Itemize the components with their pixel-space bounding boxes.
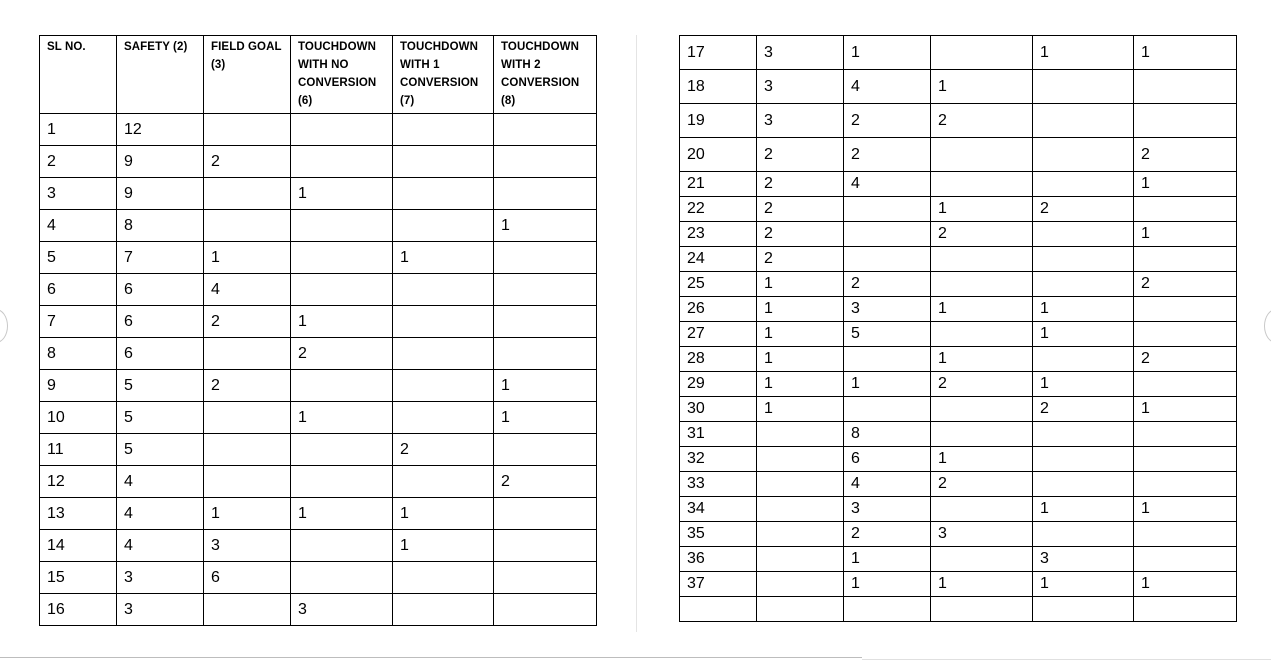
- table-row: [40, 466, 597, 498]
- table-cell: 35: [680, 522, 757, 547]
- table-cell: 1: [494, 402, 597, 434]
- next-page-button[interactable]: [1264, 309, 1271, 343]
- table-cell: 26: [680, 297, 757, 322]
- table-row: [680, 547, 1237, 572]
- table-cell: 6: [844, 447, 931, 472]
- table-cell: [1033, 104, 1134, 138]
- table-cell: 20: [680, 138, 757, 172]
- table-cell: 22: [680, 197, 757, 222]
- table-cell: 1: [931, 197, 1033, 222]
- table-cell: [393, 306, 494, 338]
- header-touchdown-no-conversion: TOUCHDOWN WITH NO CONVERSION (6): [291, 36, 393, 114]
- table-cell: [1134, 104, 1237, 138]
- table-row: [680, 197, 1237, 222]
- table-cell: [844, 597, 931, 622]
- table-cell: [844, 247, 931, 272]
- table-row: [40, 146, 597, 178]
- table-cell: 1: [494, 370, 597, 402]
- table-cell: 7: [117, 242, 204, 274]
- table-cell: 3: [757, 36, 844, 70]
- table-cell: [1134, 422, 1237, 447]
- table-cell: 13: [40, 498, 117, 530]
- table-cell: [393, 274, 494, 306]
- table-cell: 1: [1033, 497, 1134, 522]
- table-cell: [844, 397, 931, 422]
- table-cell: [494, 562, 597, 594]
- table-cell: [931, 497, 1033, 522]
- table-cell: 5: [40, 242, 117, 274]
- table-cell: [393, 210, 494, 242]
- table-cell: [291, 210, 393, 242]
- table-cell: 3: [117, 562, 204, 594]
- table-cell: 8: [117, 210, 204, 242]
- table-cell: [393, 370, 494, 402]
- table-cell: 3: [757, 70, 844, 104]
- table-cell: [757, 547, 844, 572]
- table-cell: 2: [757, 222, 844, 247]
- table-cell: 4: [117, 498, 204, 530]
- table-cell: [1134, 522, 1237, 547]
- scoring-combinations-table-left: [39, 35, 597, 626]
- table-cell: 4: [117, 530, 204, 562]
- table-cell: 2: [1033, 397, 1134, 422]
- table-cell: 1: [757, 347, 844, 372]
- table-cell: [1033, 597, 1134, 622]
- table-cell: 1: [204, 242, 291, 274]
- table-row: [680, 472, 1237, 497]
- table-cell: [1134, 597, 1237, 622]
- table-cell: 2: [844, 522, 931, 547]
- table-cell: [1134, 472, 1237, 497]
- header-touchdown-1-conversion: TOUCHDOWN WITH 1 CONVERSION (7): [393, 36, 494, 114]
- table-cell: [757, 497, 844, 522]
- table-cell: 1: [393, 242, 494, 274]
- table-cell: [204, 594, 291, 626]
- table-cell: [204, 178, 291, 210]
- table-cell: [393, 178, 494, 210]
- table-cell: [494, 306, 597, 338]
- table-cell: 2: [1134, 347, 1237, 372]
- header-touchdown-2-conversion: TOUCHDOWN WITH 2 CONVERSION (8): [494, 36, 597, 114]
- table-cell: 25: [680, 272, 757, 297]
- table-cell: 11: [40, 434, 117, 466]
- table-cell: 2: [757, 138, 844, 172]
- table-cell: 1: [1033, 572, 1134, 597]
- table-cell: 27: [680, 322, 757, 347]
- table-cell: 1: [291, 402, 393, 434]
- table-cell: [757, 572, 844, 597]
- table-cell: 1: [1033, 297, 1134, 322]
- table-cell: 10: [40, 402, 117, 434]
- table-cell: 1: [494, 210, 597, 242]
- table-cell: [1033, 422, 1134, 447]
- table-row: [680, 572, 1237, 597]
- table-cell: 4: [844, 172, 931, 197]
- table-cell: [494, 498, 597, 530]
- table-cell: [393, 146, 494, 178]
- table-cell: [1134, 197, 1237, 222]
- table-cell: [1033, 522, 1134, 547]
- table-cell: 3: [291, 594, 393, 626]
- table-cell: [931, 247, 1033, 272]
- table-row: [40, 210, 597, 242]
- table-cell: [204, 210, 291, 242]
- table-cell: [1134, 247, 1237, 272]
- table-cell: 1: [931, 447, 1033, 472]
- table-cell: [1134, 547, 1237, 572]
- table-cell: 6: [117, 338, 204, 370]
- table-cell: [1134, 322, 1237, 347]
- table-cell: [931, 272, 1033, 297]
- table-cell: [494, 114, 597, 146]
- table-cell: [1134, 297, 1237, 322]
- table-cell: 17: [680, 36, 757, 70]
- table-row: [40, 178, 597, 210]
- table-cell: 24: [680, 247, 757, 272]
- table-row: [40, 498, 597, 530]
- table-cell: [291, 146, 393, 178]
- table-cell: [1033, 447, 1134, 472]
- table-cell: [1033, 472, 1134, 497]
- table-cell: [393, 562, 494, 594]
- table-cell: 3: [844, 497, 931, 522]
- table-cell: 1: [757, 297, 844, 322]
- table-row: [40, 114, 597, 146]
- table-cell: 2: [844, 104, 931, 138]
- table-cell: 3: [204, 530, 291, 562]
- table-cell: 1: [757, 372, 844, 397]
- table-cell: 3: [931, 522, 1033, 547]
- table-row: [680, 138, 1237, 172]
- table-cell: [1134, 447, 1237, 472]
- table-cell: [204, 114, 291, 146]
- table-cell: [757, 597, 844, 622]
- table-cell: [757, 522, 844, 547]
- table-cell: [494, 274, 597, 306]
- table-cell: 1: [844, 547, 931, 572]
- table-cell: [291, 434, 393, 466]
- table-cell: 2: [204, 306, 291, 338]
- table-cell: 1: [844, 36, 931, 70]
- table-cell: 2: [757, 247, 844, 272]
- table-row: [680, 372, 1237, 397]
- table-cell: 2: [844, 272, 931, 297]
- header-safety: SAFETY (2): [117, 36, 204, 114]
- table-row: [40, 594, 597, 626]
- table-cell: 14: [40, 530, 117, 562]
- table-cell: 1: [1033, 322, 1134, 347]
- header-field-goal: FIELD GOAL (3): [204, 36, 291, 114]
- horizontal-scrollbar[interactable]: [0, 657, 862, 658]
- table-cell: 5: [117, 370, 204, 402]
- table-cell: 1: [1033, 36, 1134, 70]
- table-cell: 2: [1134, 138, 1237, 172]
- table-cell: [844, 197, 931, 222]
- table-row: [40, 306, 597, 338]
- table-row: [40, 402, 597, 434]
- table-cell: 12: [40, 466, 117, 498]
- table-cell: 1: [757, 397, 844, 422]
- table-cell: 1: [931, 572, 1033, 597]
- table-cell: [931, 172, 1033, 197]
- table-cell: 15: [40, 562, 117, 594]
- table-cell: 4: [844, 70, 931, 104]
- table-cell: 7: [40, 306, 117, 338]
- table-row: [680, 36, 1237, 70]
- table-cell: [757, 472, 844, 497]
- table-cell: [291, 242, 393, 274]
- table-cell: [204, 338, 291, 370]
- table-cell: [393, 338, 494, 370]
- table-row: [680, 597, 1237, 622]
- table-cell: 1: [1134, 222, 1237, 247]
- table-cell: 9: [117, 178, 204, 210]
- table-cell: 1: [757, 322, 844, 347]
- table-cell: [931, 422, 1033, 447]
- table-cell: [844, 222, 931, 247]
- table-cell: 6: [204, 562, 291, 594]
- table-cell: 5: [117, 402, 204, 434]
- table-cell: 9: [40, 370, 117, 402]
- table-cell: 1: [291, 306, 393, 338]
- table-cell: [494, 178, 597, 210]
- table-cell: [1033, 138, 1134, 172]
- table-cell: 28: [680, 347, 757, 372]
- table-cell: [844, 347, 931, 372]
- table-cell: 23: [680, 222, 757, 247]
- table-row: [40, 338, 597, 370]
- table-cell: [494, 434, 597, 466]
- table-cell: [393, 594, 494, 626]
- table-cell: 6: [40, 274, 117, 306]
- table-cell: 2: [931, 372, 1033, 397]
- table-cell: [393, 114, 494, 146]
- table-row: [680, 70, 1237, 104]
- table-cell: 36: [680, 547, 757, 572]
- table-cell: [393, 466, 494, 498]
- table-cell: 4: [844, 472, 931, 497]
- table-row: [40, 370, 597, 402]
- table-cell: [204, 434, 291, 466]
- table-row: [40, 434, 597, 466]
- table-row: [40, 242, 597, 274]
- table-cell: [291, 466, 393, 498]
- table-cell: 1: [291, 498, 393, 530]
- table-row: [680, 347, 1237, 372]
- table-cell: [494, 242, 597, 274]
- scoring-combinations-table-right: [679, 35, 1237, 622]
- table-cell: 16: [40, 594, 117, 626]
- table-cell: 1: [393, 498, 494, 530]
- table-cell: 18: [680, 70, 757, 104]
- table-cell: [757, 422, 844, 447]
- table-cell: 1: [291, 178, 393, 210]
- table-cell: [931, 138, 1033, 172]
- table-cell: 2: [291, 338, 393, 370]
- table-cell: 4: [40, 210, 117, 242]
- table-row: [680, 297, 1237, 322]
- table-cell: 2: [844, 138, 931, 172]
- table-cell: [1033, 70, 1134, 104]
- table-cell: [291, 530, 393, 562]
- table-cell: 3: [117, 594, 204, 626]
- table-row: [680, 247, 1237, 272]
- table-cell: [494, 594, 597, 626]
- table-cell: 2: [204, 146, 291, 178]
- table-cell: 1: [931, 297, 1033, 322]
- table-cell: [680, 597, 757, 622]
- table-row: [680, 447, 1237, 472]
- table-row: [680, 497, 1237, 522]
- table-cell: 1: [1134, 397, 1237, 422]
- table-row: [680, 422, 1237, 447]
- table-cell: 3: [1033, 547, 1134, 572]
- table-cell: [931, 322, 1033, 347]
- table-cell: [1033, 222, 1134, 247]
- table-cell: 6: [117, 274, 204, 306]
- table-cell: 12: [117, 114, 204, 146]
- table-cell: 1: [757, 272, 844, 297]
- table-cell: 1: [1134, 497, 1237, 522]
- table-cell: 1: [1033, 372, 1134, 397]
- table-cell: 9: [117, 146, 204, 178]
- table-row: [680, 397, 1237, 422]
- previous-page-button[interactable]: [0, 309, 8, 343]
- table-cell: [393, 402, 494, 434]
- table-cell: 29: [680, 372, 757, 397]
- table-cell: 3: [757, 104, 844, 138]
- table-cell: 2: [931, 104, 1033, 138]
- table-cell: 3: [844, 297, 931, 322]
- table-cell: 2: [494, 466, 597, 498]
- table-cell: [931, 597, 1033, 622]
- header-sl-no: SL NO.: [40, 36, 117, 114]
- table-cell: [931, 397, 1033, 422]
- table-row: [680, 322, 1237, 347]
- table-cell: 4: [117, 466, 204, 498]
- table-cell: [1134, 70, 1237, 104]
- table-cell: 1: [844, 572, 931, 597]
- table-row: [680, 172, 1237, 197]
- header-row: [40, 36, 597, 114]
- table-row: [680, 272, 1237, 297]
- table-cell: 2: [1134, 272, 1237, 297]
- table-row: [680, 522, 1237, 547]
- table-cell: [204, 402, 291, 434]
- table-cell: 1: [393, 530, 494, 562]
- table-cell: 5: [844, 322, 931, 347]
- table-cell: [204, 466, 291, 498]
- table-row: [680, 222, 1237, 247]
- table-cell: [291, 114, 393, 146]
- table-cell: 5: [117, 434, 204, 466]
- table-cell: 3: [40, 178, 117, 210]
- table-row: [40, 530, 597, 562]
- table-cell: 1: [931, 70, 1033, 104]
- table-cell: 2: [1033, 197, 1134, 222]
- table-cell: 2: [931, 222, 1033, 247]
- table-cell: 2: [393, 434, 494, 466]
- table-cell: 32: [680, 447, 757, 472]
- table-cell: 2: [757, 172, 844, 197]
- table-cell: 2: [204, 370, 291, 402]
- table-cell: 31: [680, 422, 757, 447]
- table-cell: 37: [680, 572, 757, 597]
- table-cell: 1: [40, 114, 117, 146]
- table-cell: 2: [40, 146, 117, 178]
- table-cell: [494, 530, 597, 562]
- page-divider: [636, 35, 637, 632]
- table-cell: 6: [117, 306, 204, 338]
- table-row: [40, 562, 597, 594]
- table-cell: [494, 338, 597, 370]
- table-cell: 8: [844, 422, 931, 447]
- table-cell: [1033, 247, 1134, 272]
- table-cell: 1: [1134, 36, 1237, 70]
- table-cell: [1033, 172, 1134, 197]
- table-cell: [931, 547, 1033, 572]
- table-cell: [757, 447, 844, 472]
- table-row: [40, 274, 597, 306]
- table-row: [680, 104, 1237, 138]
- scrollbar-track: [862, 659, 1271, 660]
- table-cell: 1: [1134, 572, 1237, 597]
- table-cell: 1: [204, 498, 291, 530]
- table-cell: 1: [844, 372, 931, 397]
- table-cell: 21: [680, 172, 757, 197]
- table-cell: 30: [680, 397, 757, 422]
- table-cell: 33: [680, 472, 757, 497]
- table-cell: [291, 562, 393, 594]
- table-cell: 8: [40, 338, 117, 370]
- table-cell: [291, 370, 393, 402]
- table-cell: 19: [680, 104, 757, 138]
- table-cell: 34: [680, 497, 757, 522]
- table-cell: 4: [204, 274, 291, 306]
- table-cell: [494, 146, 597, 178]
- table-cell: 2: [931, 472, 1033, 497]
- table-cell: [1033, 347, 1134, 372]
- table-cell: [1033, 272, 1134, 297]
- table-cell: [1134, 372, 1237, 397]
- table-cell: [291, 274, 393, 306]
- table-cell: 2: [757, 197, 844, 222]
- table-cell: [931, 36, 1033, 70]
- table-cell: 1: [1134, 172, 1237, 197]
- table-cell: 1: [931, 347, 1033, 372]
